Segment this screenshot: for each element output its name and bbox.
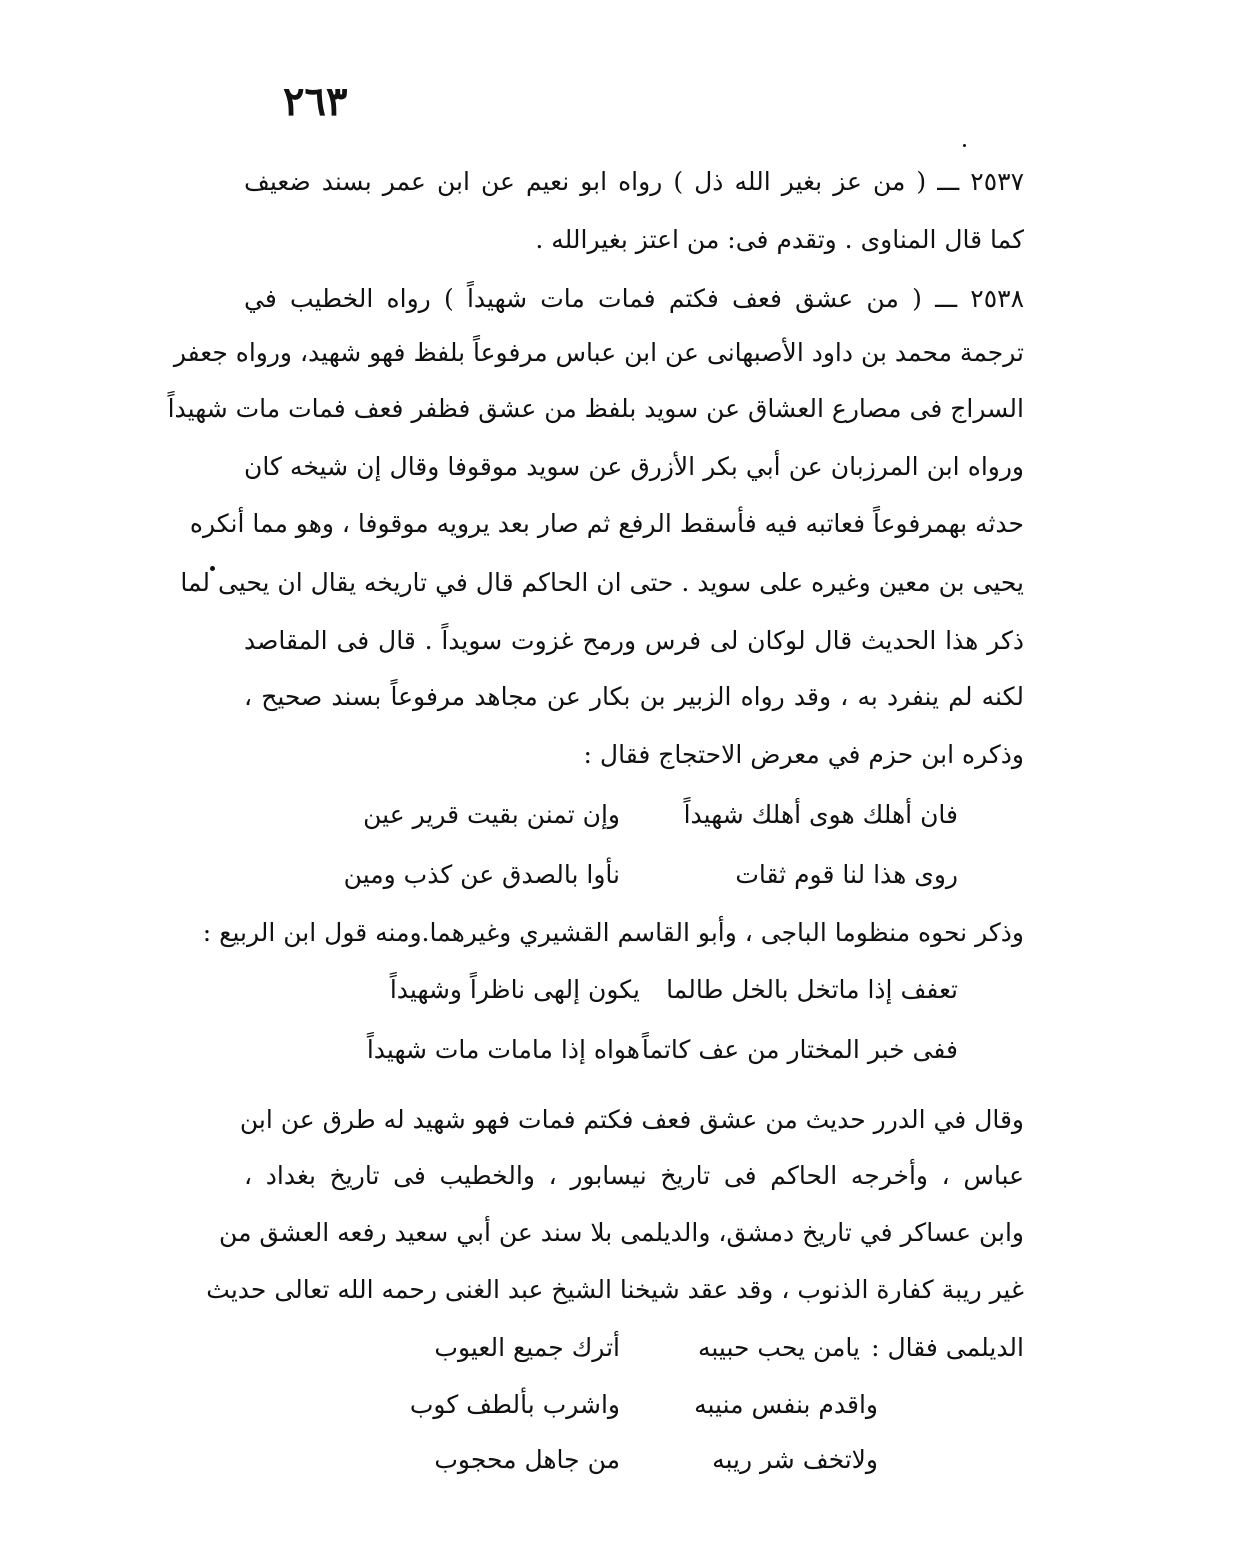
text-line: حدثه بهمرفوعاً فعاتبه فيه فأسقط الرفع ثم صار بعد يرويه موقوفا ، وهو مما أنكره bbox=[189, 509, 1024, 538]
text-line: عباس ، وأخرجه الحاكم فى تاريخ نيسابور ، والخطيب فى تاريخ بغداد ، bbox=[244, 1161, 1024, 1190]
text-line: كما قال المناوى . وتقدم فى: من اعتز بغيرالله . bbox=[535, 225, 1024, 254]
text-line: وابن عساكر في تاريخ دمشق، والديلمى بلا سند عن أبي سعيد رفعه العشق من bbox=[219, 1218, 1024, 1247]
verse-hemistich: ولاتخف شر ريبه bbox=[712, 1445, 878, 1474]
text-line: يحيى بن معين وغيره على سويد . حتى ان الحاكم قال في تاريخه يقال ان يحيى لما bbox=[180, 568, 1024, 597]
text-line: غير ريبة كفارة الذنوب ، وقد عقد شيخنا الشيخ عبد الغنى رحمه الله تعالى حديث bbox=[206, 1275, 1024, 1304]
verse-hemistich: وإن تمنن بقيت قرير عين bbox=[363, 800, 620, 829]
text-line: السراج فى مصارع العشاق عن سويد بلفظ من عشق فظفر فعف فمات مات شهيداً bbox=[167, 394, 1024, 423]
verse-hemistich: يامن يحب حبيبه bbox=[697, 1333, 860, 1362]
text-line: ٢٥٣٨ ـــ ( من عشق فعف فكتم فمات مات شهيداً ) رواه الخطيب في bbox=[244, 284, 1024, 313]
verse-hemistich: واقدم بنفس منيبه bbox=[694, 1390, 878, 1419]
verse-hemistich: من جاهل محجوب bbox=[434, 1445, 620, 1474]
text-line: وذكره ابن حزم في معرض الاحتجاج فقال : bbox=[583, 740, 1024, 769]
verse-hemistich: ففى خبر المختار من عف كاتماً bbox=[641, 1035, 958, 1064]
page-number: ٢٦٣ bbox=[283, 78, 348, 125]
text-line: ورواه ابن المرزبان عن أبي بكر الأزرق عن سويد موقوفا وقال إن شيخه كان bbox=[244, 452, 1024, 481]
verse-hemistich: روى هذا لنا قوم ثقات bbox=[735, 860, 958, 889]
verse-hemistich: هواه إذا مامات مات شهيداً bbox=[366, 1035, 640, 1064]
verse-hemistich: يكون إلهى ناظراً وشهيداً bbox=[389, 975, 640, 1004]
text-line: ذكر هذا الحديث قال لوكان لى فرس ورمح غزوت سويداً . قال فى المقاصد bbox=[244, 626, 1024, 655]
verse-hemistich: نأوا بالصدق عن كذب ومين bbox=[343, 860, 620, 889]
text-line: وقال في الدرر حديث من عشق فعف فكتم فمات فهو شهيد له طرق عن ابن bbox=[239, 1105, 1024, 1134]
text-line: لكنه لم ينفرد به ، وقد رواه الزبير بن بكار عن مجاهد مرفوعاً بسند صحيح ، bbox=[244, 682, 1024, 711]
text-line: ٢٥٣٧ ـــ ( من عز بغير الله ذل ) رواه ابو نعيم عن ابن عمر بسند ضعيف bbox=[244, 167, 1024, 196]
verse-hemistich: تعفف إذا ماتخل بالخل طالما bbox=[666, 975, 958, 1004]
verse-hemistich: واشرب بألطف كوب bbox=[409, 1390, 620, 1419]
text-line: ترجمة محمد بن داود الأصبهانى عن ابن عباس مرفوعاً بلفظ فهو شهيد، ورواه جعفر bbox=[173, 338, 1024, 367]
text-line: وذكر نحوه منظوما الباجى ، وأبو القاسم القشيري وغيرهما.ومنه قول ابن الربيع : bbox=[202, 918, 1024, 947]
ink-dot bbox=[963, 144, 966, 147]
verse-hemistich: أترك جميع العيوب bbox=[434, 1333, 620, 1362]
verse-hemistich: فان أهلك هوى أهلك شهيداً bbox=[683, 800, 958, 829]
verse-intro: الديلمى فقال : bbox=[871, 1333, 1024, 1362]
